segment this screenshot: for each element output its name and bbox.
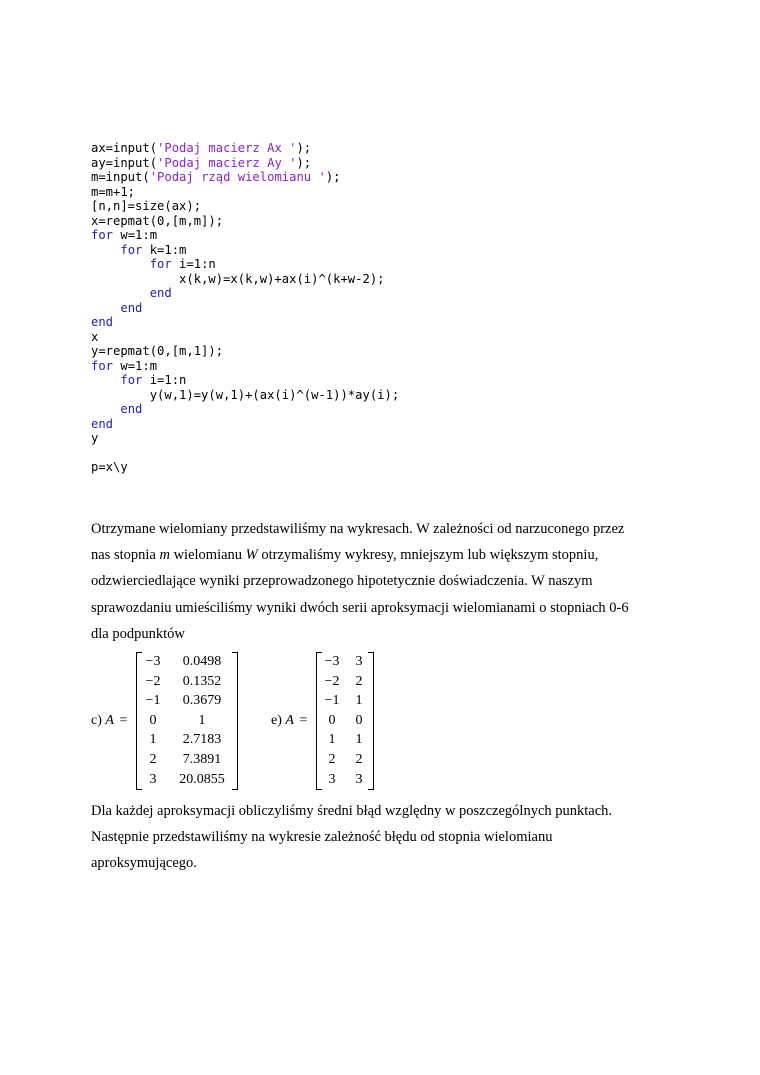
code-keyword: for: [91, 358, 114, 373]
matrix-c: [136, 652, 238, 790]
code-keyword: end: [149, 286, 172, 300]
matrix-row: [137, 693, 237, 713]
matrix-cell: −2: [324, 673, 340, 689]
text-span: nas stopnia: [91, 547, 160, 564]
matrix-cell: 2: [328, 752, 336, 767]
matrix-cell: 3: [355, 654, 363, 669]
matrix-cell: 3: [328, 771, 336, 787]
code-text: m=m+1;: [91, 184, 136, 199]
code-line: [91, 417, 399, 432]
code-line: [91, 446, 399, 461]
matrix-cell: 2: [355, 673, 363, 689]
matrix-cell: −1: [145, 693, 161, 709]
code-keyword: end: [91, 315, 114, 329]
matrix-cell: 7.3891: [182, 752, 222, 767]
code-text: );: [325, 170, 341, 184]
code-keyword: for: [149, 257, 172, 271]
code-text: y=repmat(0,[m,1]);: [91, 344, 224, 358]
matrix-cell: 0: [149, 712, 157, 728]
matrix-row: [317, 674, 373, 694]
code-text: [91, 301, 120, 315]
code-text: [n,n]=size(ax);: [91, 199, 202, 213]
code-keyword: for: [91, 228, 114, 242]
code-string: 'Podaj macierz Ay ': [157, 155, 297, 170]
matrix-e-label: [271, 713, 307, 729]
code-line: [91, 141, 399, 156]
text-span: otrzymaliśmy wykresy, mniejszym lub większym stopniu,: [257, 547, 599, 564]
matrix-cell: 1: [355, 732, 363, 748]
code-text: m=input(: [91, 170, 150, 184]
code-keyword: for: [120, 373, 143, 387]
code-text: [91, 373, 120, 387]
matrix-cell: 3: [149, 771, 157, 787]
code-text: x(k,w)=x(k,w)+ax(i)^(k+w-2);: [91, 271, 385, 286]
code-line: [91, 460, 399, 475]
paragraph-error-analysis: [91, 798, 681, 877]
code-line: [91, 228, 399, 243]
matrix-row: [317, 732, 373, 752]
code-text: y: [91, 431, 99, 445]
matrix-cell: 0.0498: [182, 654, 222, 669]
matrix-cell: 20.0855: [179, 771, 225, 787]
matrices-block: [91, 652, 691, 792]
code-keyword: end: [120, 300, 143, 315]
code-line: [91, 257, 399, 272]
matrix-e: [316, 652, 374, 790]
matrix-row: [317, 772, 373, 792]
code-line: [91, 388, 399, 403]
code-line: [91, 330, 399, 345]
code-line: [91, 286, 399, 301]
matrix-cell: 3: [355, 771, 363, 787]
code-line: [91, 243, 399, 258]
code-text: [91, 402, 120, 416]
code-text: ay=input(: [91, 155, 158, 170]
code-text: p=x\y: [91, 460, 128, 474]
code-line: [91, 199, 399, 214]
matrix-row: [137, 732, 237, 752]
code-line: [91, 373, 399, 388]
code-line: [91, 301, 399, 316]
matrix-c-label: [91, 713, 127, 729]
matrix-row: [137, 713, 237, 733]
matrix-cell: 0: [328, 712, 336, 728]
matrix-row: [137, 752, 237, 772]
matrix-e-letter: e): [271, 713, 282, 728]
paragraph-line: Dla każdej aproksymacji obliczyliśmy średni błąd względny w poszczególnych punktach.: [91, 803, 613, 819]
matrix-row: [137, 674, 237, 694]
code-line: [91, 185, 399, 200]
matrix-row: [137, 772, 237, 792]
matrix-cell: −3: [324, 654, 340, 669]
paragraph-results-intro: [91, 516, 681, 647]
matrix-cell: 1: [328, 732, 336, 748]
code-keyword: for: [120, 242, 143, 257]
paragraph-line: Otrzymane wielomiany przedstawiliśmy na wykresach. W zależności od narzuconego przez: [91, 521, 625, 537]
paragraph-line: dla podpunktów: [91, 625, 185, 642]
matrix-cell: −3: [145, 654, 161, 669]
matrix-cell: 0.1352: [182, 673, 222, 689]
code-string: 'Podaj macierz Ax ': [157, 141, 297, 155]
code-string: 'Podaj rząd wielomianu ': [149, 170, 326, 184]
matrix-e-equals: =: [299, 713, 308, 728]
code-line: [91, 315, 399, 330]
code-line: [91, 344, 399, 359]
matrix-cell: −1: [324, 693, 340, 709]
code-text: );: [296, 155, 312, 170]
math-var-m: m: [159, 547, 170, 564]
matrix-row: [137, 654, 237, 674]
code-line: [91, 170, 399, 185]
code-keyword: end: [91, 416, 114, 431]
matrix-row: [317, 654, 373, 674]
matrix-cell: 2: [149, 752, 157, 767]
matrix-c-letter: c): [91, 713, 102, 728]
matrix-cell: −2: [145, 673, 161, 689]
code-line: [91, 156, 399, 171]
paragraph-line: [91, 542, 681, 568]
code-keyword: end: [120, 402, 143, 416]
code-line: [91, 359, 399, 374]
code-line: [91, 431, 399, 446]
code-text: [91, 243, 120, 257]
matrix-cell: 2.7183: [182, 732, 222, 748]
code-text: w=1:m: [113, 228, 158, 242]
code-text: w=1:m: [113, 358, 158, 373]
matrix-cell: 0: [355, 712, 363, 728]
paragraph-line: odzwierciedlające wyniki przeprowadzonego hipotetycznie doświadczenia. W naszym: [91, 573, 593, 590]
paragraph-line: Następnie przedstawiliśmy na wykresie zależność błędu od stopnia wielomianu: [91, 829, 553, 846]
matrix-cell: 0.3679: [182, 693, 222, 709]
code-text: [91, 286, 150, 300]
matlab-code-listing: [91, 141, 399, 475]
matrix-cell: 1: [149, 732, 157, 748]
code-text: [91, 257, 150, 271]
code-text: i=1:n: [142, 373, 187, 387]
code-line: [91, 272, 399, 287]
matrix-row: [317, 752, 373, 772]
code-text: x=repmat(0,[m,m]);: [91, 213, 224, 228]
matrix-cell: 1: [355, 693, 363, 709]
code-text: );: [296, 141, 312, 155]
code-text: x: [91, 329, 99, 344]
matrix-row: [317, 693, 373, 713]
matrix-e-var: A: [285, 713, 294, 728]
text-span: wielomianu: [169, 547, 246, 564]
paragraph-line: sprawozdaniu umieściliśmy wyniki dwóch serii aproksymacji wielomianami o stopniach 0-6: [91, 599, 629, 616]
code-text: y(w,1)=y(w,1)+(ax(i)^(w-1))*ay(i);: [91, 387, 400, 402]
math-var-W: W: [245, 547, 258, 564]
matrix-cell: 1: [198, 712, 206, 728]
matrix-cell: 2: [355, 752, 363, 767]
paragraph-line: aproksymującego.: [91, 855, 197, 872]
code-text: i=1:n: [171, 257, 216, 271]
code-line: [91, 402, 399, 417]
matrix-row: [317, 713, 373, 733]
code-line: [91, 214, 399, 229]
code-text: k=1:m: [142, 242, 187, 257]
matrix-c-equals: =: [119, 713, 128, 728]
matrix-c-var: A: [105, 713, 114, 728]
code-text: ax=input(: [91, 141, 158, 155]
